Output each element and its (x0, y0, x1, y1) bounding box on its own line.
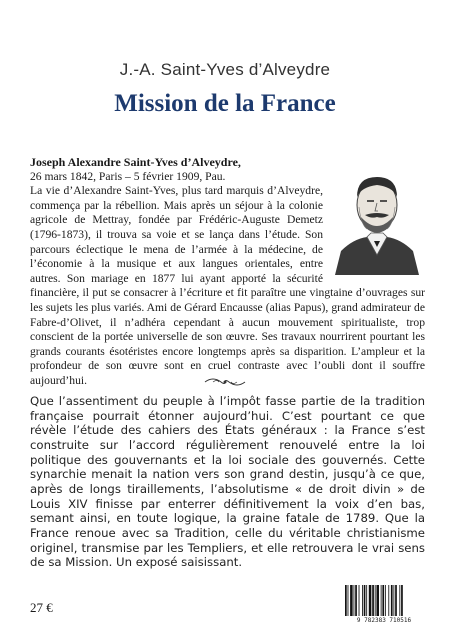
ornament-divider (0, 376, 450, 388)
author-portrait (329, 167, 425, 277)
bio-text: La vie d’Alexandre Saint-Yves, plus tard marquis d’Alveydre, commença par la rébellion. Mais après un séjour à la colonie agricole de Mettray, fondée par Frédéric-Auguste Demetz (1796-1873), il trouva sa voie et se lança dans l’étude. Son parcours éclectique le mena de l’armée à la médecine, de l’économie à la musique et aux langues orientales, entre autres. Son mariage en 1877 lui ayant apporté la sécurité financière, il put se consacrer à l’écriture et fit paraître une vingtaine d’ouvrages sur les sujets les plus variés. Ami de Gérard Encausse (alias Papus), grand admirateur de Fabre-d’Olivet, il n’adhéra cependant à aucun mouvement spiritualiste, trop conscient de la portée universelle de son œuvre. Ses travaux nourrirent pourtant les grands courants ésotéristes encore longtemps après sa disparition. L’ampleur et la profondeur de son œuvre sont en cruel contraste avec l’oubli dont il souffre aujourd’hui. (30, 184, 425, 387)
author-biography (30, 155, 425, 389)
isbn-barcode (342, 584, 426, 624)
isbn-number: 9 782383 710516 (356, 617, 412, 624)
price-label: 27 € (30, 600, 53, 615)
barcode-bars (342, 584, 426, 617)
book-title: Mission de la France (114, 90, 336, 117)
author-full-name: Joseph Alexandre Saint-Yves d’Alveydre, (30, 155, 241, 169)
back-cover-blurb: Que l’assentiment du peuple à l’impôt fasse partie de la tradition française pourrait étonner aujourd’hui. C’est pourtant ce que révèle l’étude des cahiers des États généraux : la France s’est construite sur l’accord régulièrement renouvelé entre la loi politique des gouvernants et la loi sociale des gouvernés. Cette synarchie menait la nation vers son grand destin, jusqu’à ce que, après de longs tiraillements, l’absolutisme « de droit divin » de Louis XIV finisse par enterrer définitivement la voix d’en bas, semant ainsi, en toute logique, la graine fatale de 1789. Que la France renoue avec sa Tradition, celle du véritable christianisme originel, transmise par les Templiers, et elle retrouvera le vrai sens de sa Mission. Un exposé saisissant. (30, 394, 425, 570)
flourish-icon (203, 376, 247, 388)
portrait-engraving (331, 167, 423, 275)
author-name: J.-A. Saint-Yves d’Alveydre (119, 60, 331, 79)
author-dates: 26 mars 1842, Paris – 5 février 1909, Pau. (30, 169, 226, 183)
